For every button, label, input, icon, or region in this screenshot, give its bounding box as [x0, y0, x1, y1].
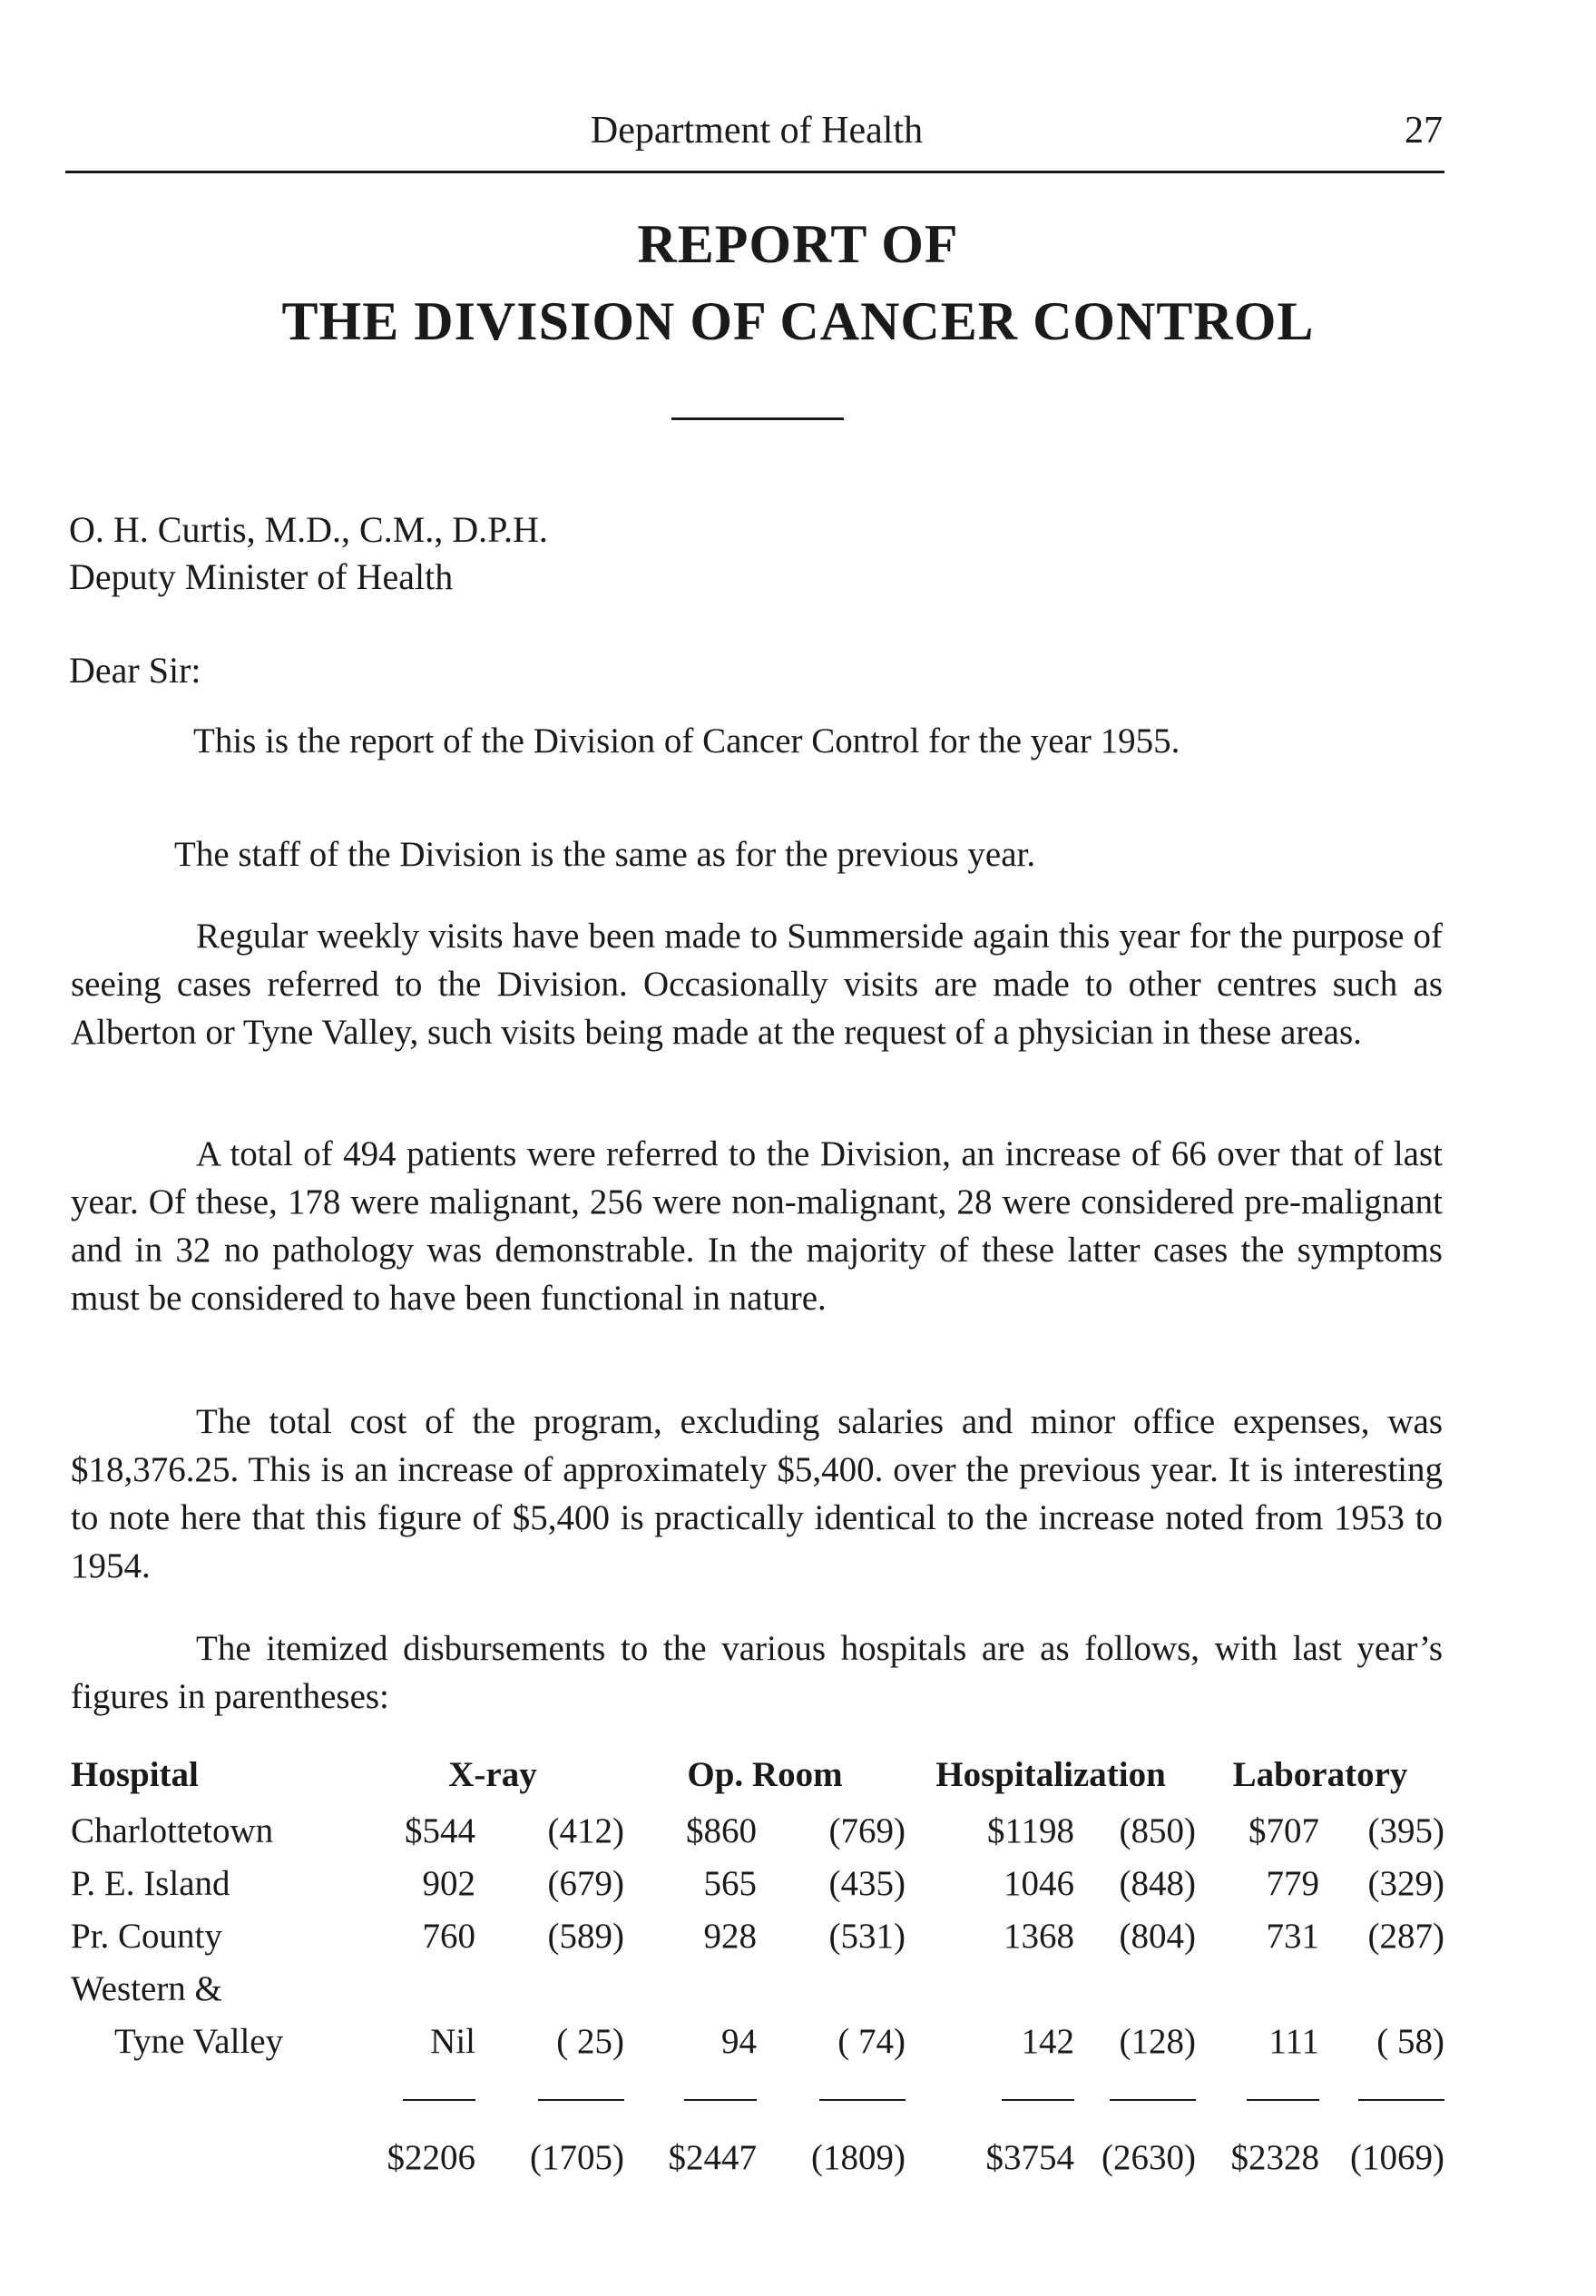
paragraph-patients: [71, 1130, 1443, 1322]
disbursements-table: [71, 1744, 1444, 2189]
header-xray: X-ray: [448, 1754, 537, 1794]
paragraph-visits: [71, 912, 1443, 1056]
current-year-value: $860: [686, 1810, 757, 1850]
previous-year-value: (804): [1119, 1916, 1196, 1956]
table-row: [71, 1857, 1444, 1909]
total-previous-value: (1809): [811, 2137, 906, 2177]
sum-rule: [624, 2067, 769, 2125]
paragraph-cost: [71, 1398, 1443, 1590]
header-hospital: Hospital: [71, 1754, 199, 1794]
table-body: [71, 1804, 1444, 2189]
current-year-value: 779: [1266, 1863, 1319, 1903]
header-op-room: Op. Room: [687, 1754, 843, 1794]
sum-rule-line: [403, 2099, 475, 2101]
sum-rule-line: [684, 2099, 757, 2101]
previous-year-value: (531): [828, 1916, 906, 1956]
current-year-value: $707: [1248, 1810, 1319, 1850]
sum-rule: [1196, 2067, 1332, 2125]
current-year-value: 142: [1021, 2021, 1074, 2061]
total-current-value: $2328: [1230, 2137, 1319, 2177]
current-year-value: Nil: [430, 2021, 475, 2061]
table-row: [71, 2015, 1444, 2067]
paragraph-text: A total of 494 patients were referred to the Division, an increase of 66 over that of last year. Of these, 178 were malignant, 256 were non-malignant, 28 were considered pre-malignant and in 32 no pathology was demonstrable. In the majority of these latter cases the symptoms must be considered to have been functional in nature.: [71, 1134, 1443, 1318]
previous-year-value: (679): [547, 1863, 624, 1903]
paragraph-disbursements: [71, 1624, 1443, 1721]
current-year-value: 760: [422, 1916, 475, 1956]
sum-rule-line: [1247, 2099, 1319, 2101]
sum-rule: [769, 2067, 906, 2125]
current-year-value: 902: [422, 1863, 475, 1903]
paragraph-text: The staff of the Division is the same as for the previous year.: [174, 835, 1036, 874]
header-hospitalization: Hospitalization: [935, 1754, 1166, 1794]
current-year-value: $544: [405, 1810, 475, 1850]
addressee-position: Deputy Minister of Health: [69, 556, 454, 597]
current-year-value: [906, 1962, 1087, 2015]
header-rule: [65, 171, 1444, 173]
hospital-name: P. E. Island: [71, 1863, 230, 1903]
total-previous-value: (2630): [1102, 2137, 1196, 2177]
current-year-value: 928: [703, 1916, 757, 1956]
hospital-name: Western &: [71, 1968, 222, 2008]
current-year-value: [1196, 1962, 1332, 2015]
paragraph-text: The total cost of the program, excluding salaries and minor office expenses, was $18,376.25. This is an increase of approximately $5,400. over the previous year. It is interesting to note here that this figure of $5,400 is practically identical to the increase noted from 1953 to 1954.: [71, 1402, 1443, 1585]
total-current-value: $2206: [387, 2137, 475, 2177]
header-laboratory: Laboratory: [1232, 1754, 1408, 1794]
sum-rule: [1087, 2067, 1196, 2125]
current-year-value: [361, 1962, 488, 2015]
previous-year-value: (435): [828, 1863, 906, 1903]
table-row: [71, 1909, 1444, 1962]
report-title-line-2: THE DIVISION OF CANCER CONTROL: [281, 291, 1315, 351]
subtotal-rule-row: [71, 2067, 1444, 2125]
salutation: Dear Sir:: [69, 650, 201, 691]
sum-rule-line: [538, 2099, 624, 2101]
previous-year-value: ( 74): [837, 2021, 906, 2061]
current-year-value: 94: [721, 2021, 757, 2061]
paragraph-text: Regular weekly visits have been made to Summerside again this year for the purpose of seeing cases referred to the Division. Occasionally visits are made to other centres such as Alberton or Tyne Valley, such visits being made at the request of a physician in these areas.: [71, 917, 1443, 1052]
previous-year-value: (848): [1119, 1863, 1196, 1903]
sum-rule-line: [1110, 2099, 1196, 2101]
running-header: [71, 109, 1443, 163]
previous-year-value: (589): [547, 1916, 624, 1956]
hospital-name: Pr. County: [71, 1916, 222, 1956]
sum-rule: [1332, 2067, 1444, 2125]
page-number: 27: [1405, 110, 1443, 152]
sum-rule-line: [819, 2099, 906, 2101]
previous-year-value: [488, 1962, 624, 2015]
total-previous-value: (1069): [1350, 2137, 1444, 2177]
addressee-name: O. H. Curtis, M.D., C.M., D.P.H.: [69, 509, 548, 550]
totals-row: [71, 2125, 1444, 2189]
previous-year-value: (128): [1119, 2021, 1196, 2061]
current-year-value: 1046: [1004, 1863, 1074, 1903]
current-year-value: [624, 1962, 769, 2015]
table-row: [71, 1962, 1444, 2015]
sum-rule: [488, 2067, 624, 2125]
table-row: [71, 1804, 1444, 1857]
sum-rule: [906, 2067, 1087, 2125]
current-year-value: 111: [1268, 2021, 1319, 2061]
previous-year-value: ( 25): [556, 2021, 624, 2061]
current-year-value: 731: [1266, 1916, 1319, 1956]
previous-year-value: (287): [1367, 1916, 1444, 1956]
previous-year-value: ( 58): [1376, 2021, 1444, 2061]
rule-spacer: [71, 2067, 361, 2125]
hospital-name: Tyne Valley: [114, 2021, 284, 2061]
current-year-value: 565: [703, 1863, 757, 1903]
total-previous-value: (1705): [530, 2137, 624, 2177]
previous-year-value: [1332, 1962, 1444, 2015]
paragraph-staff: [71, 830, 1443, 878]
hospital-name: Charlottetown: [71, 1810, 274, 1850]
sum-rule-line: [1358, 2099, 1444, 2101]
previous-year-value: (769): [828, 1810, 906, 1850]
previous-year-value: (850): [1119, 1810, 1196, 1850]
sum-rule: [361, 2067, 488, 2125]
paragraph-text: This is the report of the Division of Cancer Control for the year 1955.: [193, 721, 1180, 760]
previous-year-value: [1087, 1962, 1196, 2015]
paragraph-intro: [71, 717, 1443, 765]
total-current-value: $2447: [668, 2137, 757, 2177]
report-title-line-1: REPORT OF: [637, 214, 959, 274]
total-current-value: $3754: [985, 2137, 1074, 2177]
totals-label-spacer: [71, 2125, 361, 2189]
previous-year-value: (395): [1367, 1810, 1444, 1850]
previous-year-value: [769, 1962, 906, 2015]
current-year-value: 1368: [1004, 1916, 1074, 1956]
running-title: Department of Health: [590, 110, 924, 152]
sum-rule-line: [1002, 2099, 1074, 2101]
previous-year-value: (412): [547, 1810, 624, 1850]
current-year-value: $1198: [986, 1810, 1074, 1850]
title-divider: [671, 417, 844, 420]
table-header-row: [71, 1744, 1444, 1804]
previous-year-value: (329): [1367, 1863, 1444, 1903]
paragraph-text: The itemized disbursements to the various hospitals are as follows, with last year’s figures in parentheses:: [71, 1629, 1443, 1716]
